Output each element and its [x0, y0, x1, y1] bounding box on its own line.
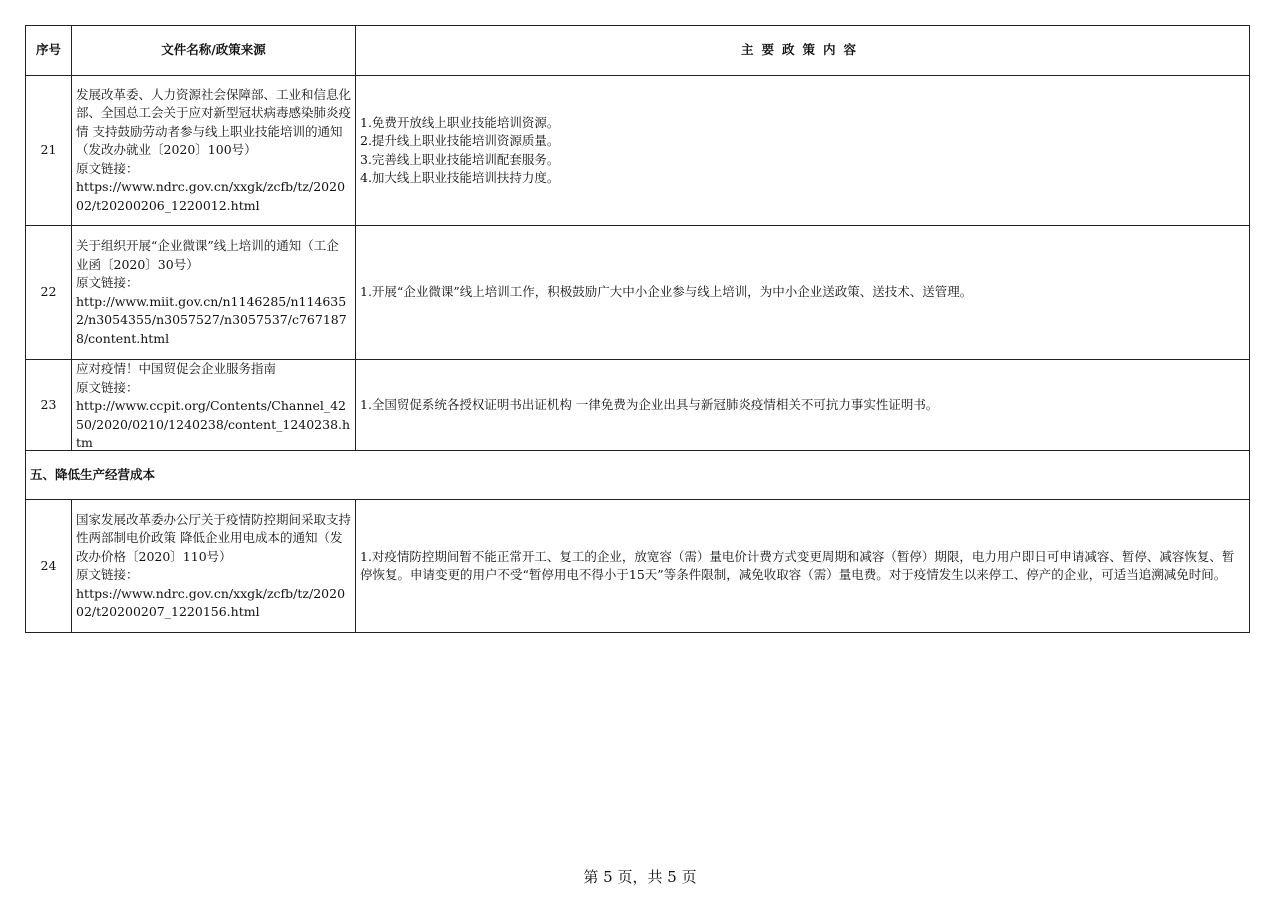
- content-cell: [356, 360, 1250, 451]
- table-row: [26, 226, 1250, 360]
- row-number: 24: [26, 500, 72, 633]
- content-item: 1.免费开放线上职业技能培训资源。: [360, 114, 560, 130]
- section-row: [26, 451, 1250, 500]
- content-item: 1.全国贸促系统各授权证明书出证机构 一律免费为企业出具与新冠肺炎疫情相关不可抗力事实性证明书。: [360, 396, 939, 412]
- source-title: 发展改革委、人力资源社会保障部、工业和信息化部、全国总工会关于应对新型冠状病毒感染肺炎疫情 支持鼓励劳动者参与线上职业技能培训的通知（发改办就业〔2020〕100号）: [76, 86, 352, 158]
- row-number: 22: [26, 226, 72, 360]
- policy-table: [25, 25, 1250, 633]
- link-label: 原文链接：: [76, 567, 139, 582]
- source-cell: [72, 360, 356, 451]
- content-item: 2.提升线上职业技能培训资源质量。: [360, 133, 560, 148]
- header-row: [26, 26, 1250, 76]
- source-link[interactable]: https://www.ndrc.gov.cn/xxgk/zcfb/tz/202002/t20200206_1220012.html: [76, 179, 346, 213]
- link-label: 原文链接：: [76, 160, 139, 176]
- content-item: 1.对疫情防控期间暂不能正常开工、复工的企业，放宽容（需）量电价计费方式变更周期和减容（暂停）期限，电力用户即日可申请减容、暂停、减容恢复、暂停恢复。申请变更的用户不受“暂停用电不得小于15天”等条件限制，减免收取容（需）量电费。对于疫情发生以来停工、停产的企业，可适当追溯减免时间。: [360, 548, 1235, 582]
- source-title: 关于组织开展“企业微课”线上培训的通知（工企业函〔2020〕30号）: [76, 238, 339, 272]
- content-cell: [356, 76, 1250, 226]
- page-footer: 第 5 页，共 5 页: [583, 868, 697, 886]
- header-source: 文件名称/政策来源: [72, 26, 356, 76]
- row-number: 23: [26, 360, 72, 451]
- source-title: 国家发展改革委办公厅关于疫情防控期间采取支持性两部制电价政策 降低企业用电成本的通知（发改办价格〔2020〕110号）: [76, 511, 352, 564]
- content-item: 4.加大线上职业技能培训扶持力度。: [360, 170, 560, 185]
- source-link[interactable]: https://www.ndrc.gov.cn/xxgk/zcfb/tz/202002/t20200207_1220156.html: [76, 585, 346, 619]
- source-cell: [72, 76, 356, 226]
- table-row: [26, 360, 1250, 451]
- content-cell: [356, 500, 1250, 633]
- table-row: [26, 76, 1250, 226]
- source-link[interactable]: http://www.miit.gov.cn/n1146285/n1146352/n3054355/n3057527/n3057537/c7671878/content.html: [76, 293, 347, 346]
- source-cell: [72, 500, 356, 633]
- source-cell: [72, 226, 356, 360]
- table-row: [26, 500, 1250, 633]
- content-item: 1.开展“企业微课”线上培训工作，积极鼓励广大中小企业参与线上培训，为中小企业送政策、送技术、送管理。: [360, 284, 973, 300]
- source-link[interactable]: http://www.ccpit.org/Contents/Channel_4250/2020/0210/1240238/content_1240238.htm: [76, 398, 351, 450]
- content-cell: [356, 226, 1250, 360]
- row-number: 21: [26, 76, 72, 226]
- link-label: 原文链接：: [76, 379, 139, 395]
- link-label: 原文链接：: [76, 275, 139, 290]
- section-title: 五、降低生产经营成本: [26, 451, 1250, 500]
- source-title: 应对疫情！中国贸促会企业服务指南: [76, 361, 277, 376]
- header-number: 序号: [26, 26, 72, 76]
- header-content: 主要政策内容: [356, 26, 1250, 76]
- content-item: 3.完善线上职业技能培训配套服务。: [360, 151, 560, 167]
